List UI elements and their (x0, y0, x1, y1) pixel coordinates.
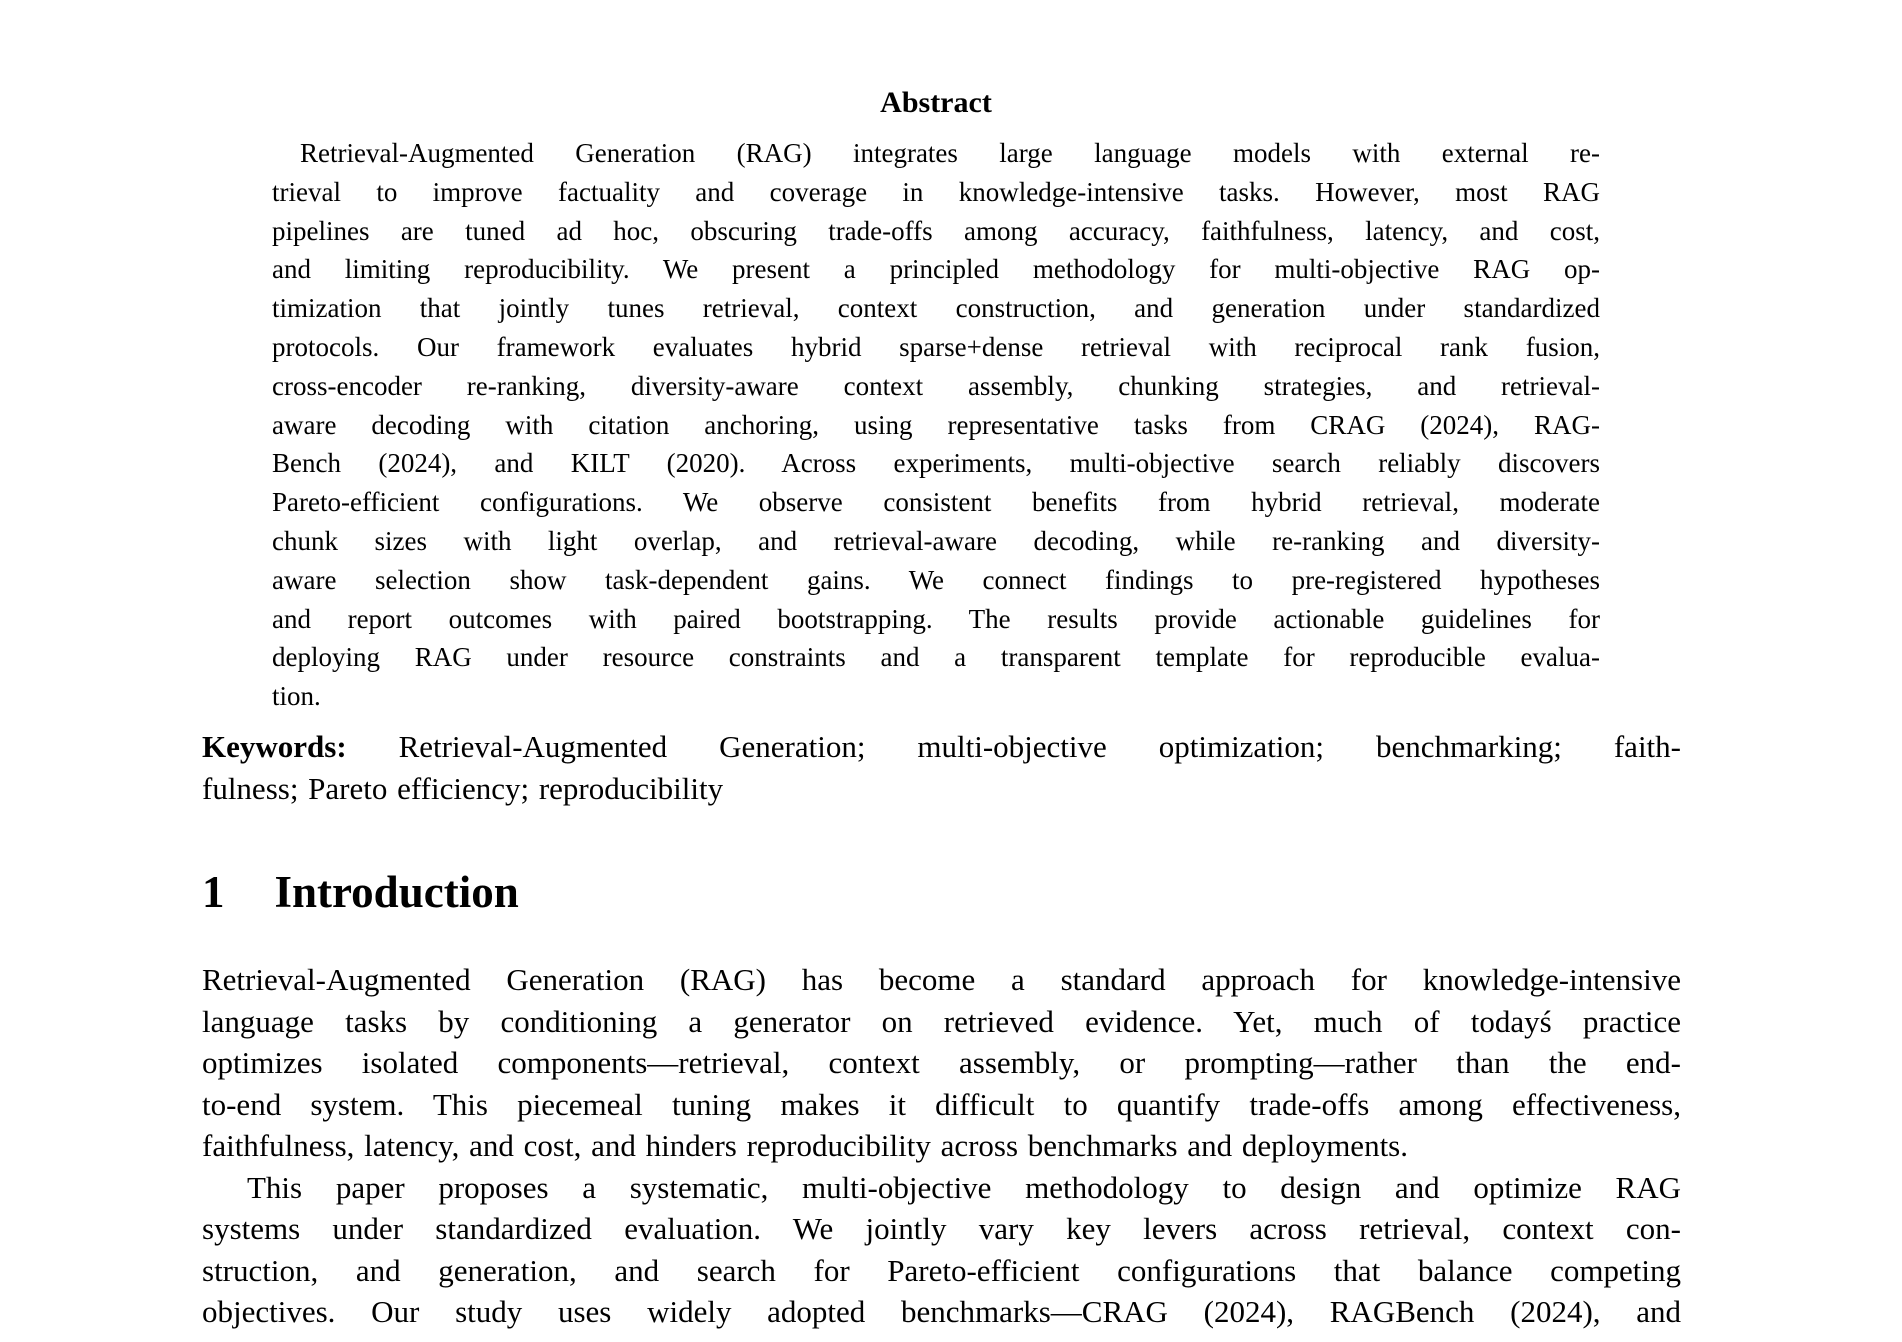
text-line: deploying RAG under resource constraints and a transparent template for reproducible evalua- (272, 642, 1600, 673)
text-line: Pareto-efficient configurations. We observe consistent benefits from hybrid retrieval, moderate (272, 487, 1600, 518)
text-line: Retrieval-Augmented Generation (RAG) integrates large language models with external re- (300, 138, 1600, 168)
text-line: trieval to improve factuality and coverage in knowledge-intensive tasks. However, most RAG (272, 176, 1600, 207)
text-line: optimizes isolated components—retrieval, context assembly, or prompting—rather than the end- (202, 1045, 1681, 1080)
text-line: systems under standardized evaluation. We jointly vary key levers across retrieval, context con- (202, 1211, 1681, 1246)
text-line: chunk sizes with light overlap, and retrieval-aware decoding, while re-ranking and diversity- (272, 525, 1600, 556)
text-line: objectives. Our study uses widely adopted benchmarks—CRAG (2024), RAGBench (2024), and (202, 1294, 1681, 1329)
text-line: tion. (272, 681, 321, 712)
text-line: faithfulness, latency, and cost, and hinders reproducibility across benchmarks and deployments. (202, 1128, 1408, 1163)
text-line: and report outcomes with paired bootstrapping. The results provide actionable guidelines for (272, 603, 1600, 634)
text-line: Bench (2024), and KILT (2020). Across experiments, multi-objective search reliably discovers (272, 448, 1600, 479)
keywords-label: Keywords: (202, 729, 347, 764)
text-line: aware selection show task-dependent gains. We connect findings to pre-registered hypotheses (272, 564, 1600, 595)
text-line: aware decoding with citation anchoring, using representative tasks from CRAG (2024), RAG- (272, 409, 1600, 440)
text-line: This paper proposes a systematic, multi-objective methodology to design and optimize RAG (247, 1169, 1681, 1205)
introduction-paragraphs (202, 959, 1681, 1333)
text-line: pipelines are tuned ad hoc, obscuring trade-offs among accuracy, faithfulness, latency, and cost, (272, 215, 1600, 246)
text-line: Retrieval-Augmented Generation (RAG) has become a standard approach for knowledge-intensive (202, 962, 1681, 997)
text-line: protocols. Our framework evaluates hybrid sparse+dense retrieval with reciprocal rank fusion, (272, 331, 1600, 362)
text-line: language tasks by conditioning a generator on retrieved evidence. Yet, much of todayś practice (202, 1003, 1681, 1039)
section-title: Introduction (274, 867, 519, 917)
text-line: timization that jointly tunes retrieval, context construction, and generation under standardized (272, 293, 1600, 324)
text-line: cross-encoder re-ranking, diversity-aware context assembly, chunking strategies, and retrieval- (272, 370, 1600, 401)
abstract-paragraph (272, 134, 1600, 716)
keywords-line: fulness; Pareto efficiency; reproducibility (202, 770, 724, 806)
abstract-heading: Abstract (880, 86, 992, 119)
section-number: 1 (202, 867, 225, 917)
text-line: struction, and generation, and search for Pareto-efficient configurations that balance competing (202, 1252, 1681, 1288)
keywords-line (202, 726, 1681, 768)
text-line: to-end system. This piecemeal tuning makes it difficult to quantify trade-offs among effectiveness, (202, 1086, 1681, 1122)
keywords-text: Retrieval-Augmented Generation; multi-objective optimization; benchmarking; faith- (346, 729, 1681, 764)
keywords-section (202, 726, 1681, 809)
text-line: and limiting reproducibility. We present a principled methodology for multi-objective RAG op- (272, 254, 1600, 285)
section-heading (202, 867, 519, 917)
